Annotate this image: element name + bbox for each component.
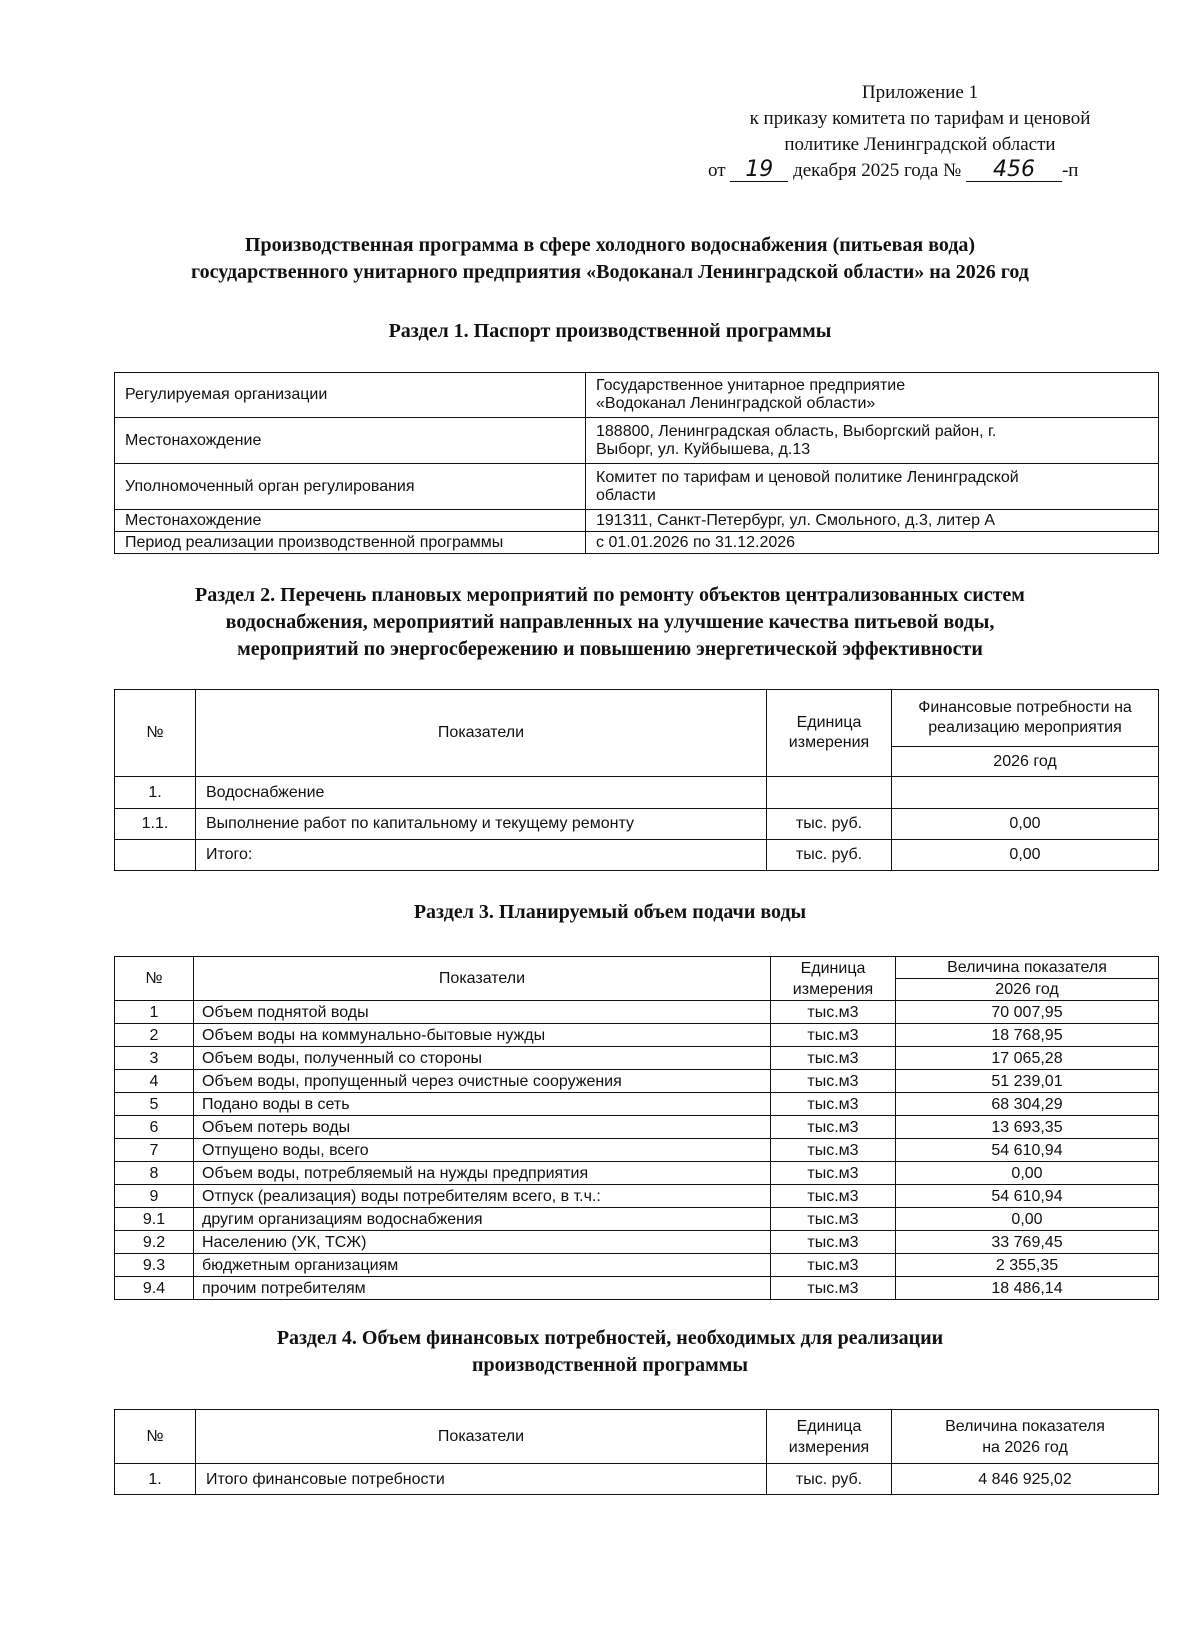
row-indicator: Отпуск (реализация) воды потребителям всего, в т.ч.: xyxy=(194,1185,771,1208)
row-indicator: Отпущено воды, всего xyxy=(194,1139,771,1162)
passport-value-line: области xyxy=(596,486,656,504)
row-unit: тыс.м3 xyxy=(771,1139,896,1162)
water-volume-rows xyxy=(115,1001,1159,1300)
row-num: 5 xyxy=(115,1093,194,1116)
section4-title-line1: Раздел 4. Объем финансовых потребностей, необходимых для реализации xyxy=(276,1327,944,1349)
table-row xyxy=(115,1231,1159,1254)
section4-title-line2: производственной программы xyxy=(471,1354,749,1376)
col-header-year: 2026 год xyxy=(892,747,1159,777)
appendix-order-line xyxy=(700,158,1140,184)
section3-title: Раздел 3. Планируемый объем подачи воды xyxy=(413,901,807,923)
col-header-unit xyxy=(767,1410,892,1464)
row-unit: тыс.м3 xyxy=(771,1162,896,1185)
col-header-num: № xyxy=(115,1410,196,1464)
row-num: 6 xyxy=(115,1116,194,1139)
table-row xyxy=(115,1139,1159,1162)
passport-label: Уполномоченный орган регулирования xyxy=(115,464,586,510)
appendix-line2: к приказу комитета по тарифам и ценовой xyxy=(749,108,1091,129)
table-row xyxy=(115,1254,1159,1277)
row-indicator: Итого финансовые потребности xyxy=(196,1464,767,1495)
row-indicator: Выполнение работ по капитальному и текущему ремонту xyxy=(196,809,767,840)
row-value: 33 769,45 xyxy=(896,1231,1159,1254)
section2-title-line1: Раздел 2. Перечень плановых мероприятий по ремонту объектов централизованных систем xyxy=(195,584,1025,606)
col-header-unit-line: измерения xyxy=(788,1438,870,1456)
row-indicator: прочим потребителям xyxy=(194,1277,771,1300)
row-num: 9.3 xyxy=(115,1254,194,1277)
row-value: 0,00 xyxy=(892,840,1159,871)
row-num: 7 xyxy=(115,1139,194,1162)
row-num: 3 xyxy=(115,1047,194,1070)
col-header-indicator: Показатели xyxy=(196,1410,767,1464)
table-row xyxy=(115,1093,1159,1116)
row-unit xyxy=(767,777,892,809)
row-unit: тыс.м3 xyxy=(771,1277,896,1300)
table-row xyxy=(115,777,1159,809)
table-row xyxy=(115,1208,1159,1231)
measures-table xyxy=(114,689,1159,871)
col-header-unit xyxy=(771,957,896,1001)
order-date-text: декабря 2025 года № xyxy=(793,160,962,181)
row-value: 4 846 925,02 xyxy=(892,1464,1159,1495)
table-row xyxy=(115,510,1159,532)
col-header-unit-line: измерения xyxy=(792,980,874,998)
col-header-indicator: Показатели xyxy=(194,957,771,1001)
passport-value xyxy=(586,418,1159,464)
col-header-value-line: Величина показателя xyxy=(945,1417,1105,1435)
row-num: 4 xyxy=(115,1070,194,1093)
col-header-value xyxy=(892,1410,1159,1464)
row-unit: тыс. руб. xyxy=(767,840,892,871)
table-row xyxy=(115,1070,1159,1093)
row-num: 9.4 xyxy=(115,1277,194,1300)
row-value: 17 065,28 xyxy=(896,1047,1159,1070)
passport-label: Регулируемая организации xyxy=(115,373,586,418)
table-row xyxy=(115,418,1159,464)
order-day-handwritten: 19 xyxy=(730,159,788,182)
row-value: 0,00 xyxy=(896,1162,1159,1185)
row-num: 9.2 xyxy=(115,1231,194,1254)
passport-value-line: 188800, Ленинградская область, Выборгский район, г. xyxy=(596,422,997,440)
order-suffix: -п xyxy=(1061,160,1079,181)
row-indicator: Объем воды на коммунально-бытовые нужды xyxy=(194,1024,771,1047)
order-from-label: от xyxy=(708,160,726,181)
row-num: 2 xyxy=(115,1024,194,1047)
row-num: 9 xyxy=(115,1185,194,1208)
row-indicator: другим организациям водоснабжения xyxy=(194,1208,771,1231)
table-row xyxy=(115,1116,1159,1139)
row-value: 2 355,35 xyxy=(896,1254,1159,1277)
passport-table xyxy=(114,372,1159,554)
row-unit: тыс.м3 xyxy=(771,1070,896,1093)
row-unit: тыс.м3 xyxy=(771,1093,896,1116)
row-value: 54 610,94 xyxy=(896,1185,1159,1208)
col-header-num: № xyxy=(115,690,196,777)
col-header-year: 2026 год xyxy=(896,979,1159,1001)
table-row xyxy=(115,1001,1159,1024)
appendix-header xyxy=(700,80,1140,184)
row-num: 1. xyxy=(115,1464,196,1495)
section2-title-line3: мероприятий по энергосбережению и повышению энергетической эффективности xyxy=(237,638,983,660)
row-value: 70 007,95 xyxy=(896,1001,1159,1024)
row-indicator: Объем воды, полученный со стороны xyxy=(194,1047,771,1070)
table-row xyxy=(115,464,1159,510)
row-value: 0,00 xyxy=(896,1208,1159,1231)
appendix-line3: политике Ленинградской области xyxy=(784,134,1056,155)
passport-value-line: «Водоканал Ленинградской области» xyxy=(596,395,876,412)
row-num: 1. xyxy=(115,777,196,809)
passport-value-line: Государственное унитарное предприятие xyxy=(596,377,906,394)
passport-value xyxy=(586,464,1159,510)
row-value: 68 304,29 xyxy=(896,1093,1159,1116)
col-header-finance-line: реализацию мероприятия xyxy=(928,719,1122,736)
row-value: 0,00 xyxy=(892,809,1159,840)
passport-value: с 01.01.2026 по 31.12.2026 xyxy=(586,532,1159,554)
row-num: 1 xyxy=(115,1001,194,1024)
table-row xyxy=(115,1464,1159,1495)
table-row xyxy=(115,1277,1159,1300)
row-value: 54 610,94 xyxy=(896,1139,1159,1162)
passport-value xyxy=(586,373,1159,418)
row-unit: тыс.м3 xyxy=(771,1047,896,1070)
passport-value: 191311, Санкт-Петербург, ул. Смольного, д.3, литер А xyxy=(586,510,1159,532)
row-unit: тыс. руб. xyxy=(767,1464,892,1495)
document-title-line1: Производственная программа в сфере холодного водоснабжения (питьевая вода) xyxy=(244,234,976,256)
row-indicator: Объем воды, потребляемый на нужды предприятия xyxy=(194,1162,771,1185)
col-header-finance-line: Финансовые потребности на xyxy=(918,699,1132,716)
finance-table xyxy=(114,1409,1159,1495)
table-row xyxy=(115,1185,1159,1208)
table-row xyxy=(115,1024,1159,1047)
row-indicator: Подано воды в сеть xyxy=(194,1093,771,1116)
row-unit: тыс.м3 xyxy=(771,1024,896,1047)
row-value: 51 239,01 xyxy=(896,1070,1159,1093)
passport-value-line: Комитет по тарифам и ценовой политике Ленинградской xyxy=(596,468,1019,486)
table-row xyxy=(115,809,1159,840)
row-unit: тыс.м3 xyxy=(771,1001,896,1024)
col-header-unit xyxy=(767,690,892,777)
table-row xyxy=(115,1162,1159,1185)
row-unit: тыс. руб. xyxy=(767,809,892,840)
row-indicator: Объем поднятой воды xyxy=(194,1001,771,1024)
col-header-value-line: на 2026 год xyxy=(982,1438,1068,1456)
section1-title: Раздел 1. Паспорт производственной программы xyxy=(388,320,832,342)
row-unit: тыс.м3 xyxy=(771,1185,896,1208)
row-value: 18 486,14 xyxy=(896,1277,1159,1300)
passport-value-line: Выборг, ул. Куйбышева, д.13 xyxy=(596,440,811,458)
order-number-handwritten: 456 xyxy=(966,159,1062,182)
row-unit: тыс.м3 xyxy=(771,1208,896,1231)
row-num xyxy=(115,840,196,871)
water-volume-table xyxy=(114,956,1159,1300)
table-header-row xyxy=(115,957,1159,979)
row-indicator: бюджетным организациям xyxy=(194,1254,771,1277)
col-header-indicator: Показатели xyxy=(196,690,767,777)
table-row xyxy=(115,840,1159,871)
table-row xyxy=(115,1047,1159,1070)
document-title-line2: государственного унитарного предприятия «Водоканал Ленинградской области» на 2026 год xyxy=(191,261,1029,283)
passport-label: Период реализации производственной программы xyxy=(115,532,586,554)
row-indicator: Водоснабжение xyxy=(196,777,767,809)
row-num: 9.1 xyxy=(115,1208,194,1231)
col-header-value: Величина показателя xyxy=(896,957,1159,979)
section2-title xyxy=(60,582,1160,663)
row-unit: тыс.м3 xyxy=(771,1254,896,1277)
col-header-num: № xyxy=(115,957,194,1001)
section4-title xyxy=(60,1325,1160,1379)
col-header-unit-line: Единица xyxy=(800,959,866,977)
row-num: 1.1. xyxy=(115,809,196,840)
col-header-finance xyxy=(892,690,1159,747)
appendix-line1: Приложение 1 xyxy=(861,82,979,103)
row-value: 18 768,95 xyxy=(896,1024,1159,1047)
table-row xyxy=(115,532,1159,554)
row-unit: тыс.м3 xyxy=(771,1231,896,1254)
passport-label: Местонахождение xyxy=(115,418,586,464)
table-header-row xyxy=(115,1410,1159,1464)
row-value: 13 693,35 xyxy=(896,1116,1159,1139)
row-value xyxy=(892,777,1159,809)
row-indicator: Объем потерь воды xyxy=(194,1116,771,1139)
section2-title-line2: водоснабжения, мероприятий направленных на улучшение качества питьевой воды, xyxy=(225,611,995,633)
row-unit: тыс.м3 xyxy=(771,1116,896,1139)
row-indicator: Итого: xyxy=(196,840,767,871)
table-row xyxy=(115,373,1159,418)
row-num: 8 xyxy=(115,1162,194,1185)
col-header-unit-line: Единица xyxy=(796,1417,862,1435)
row-indicator: Населению (УК, ТСЖ) xyxy=(194,1231,771,1254)
row-indicator: Объем воды, пропущенный через очистные сооружения xyxy=(194,1070,771,1093)
passport-label: Местонахождение xyxy=(115,510,586,532)
col-header-unit-line: измерения xyxy=(788,734,870,751)
col-header-unit-line: Единица xyxy=(796,714,862,731)
table-header-row xyxy=(115,690,1159,747)
document-title xyxy=(60,232,1160,286)
